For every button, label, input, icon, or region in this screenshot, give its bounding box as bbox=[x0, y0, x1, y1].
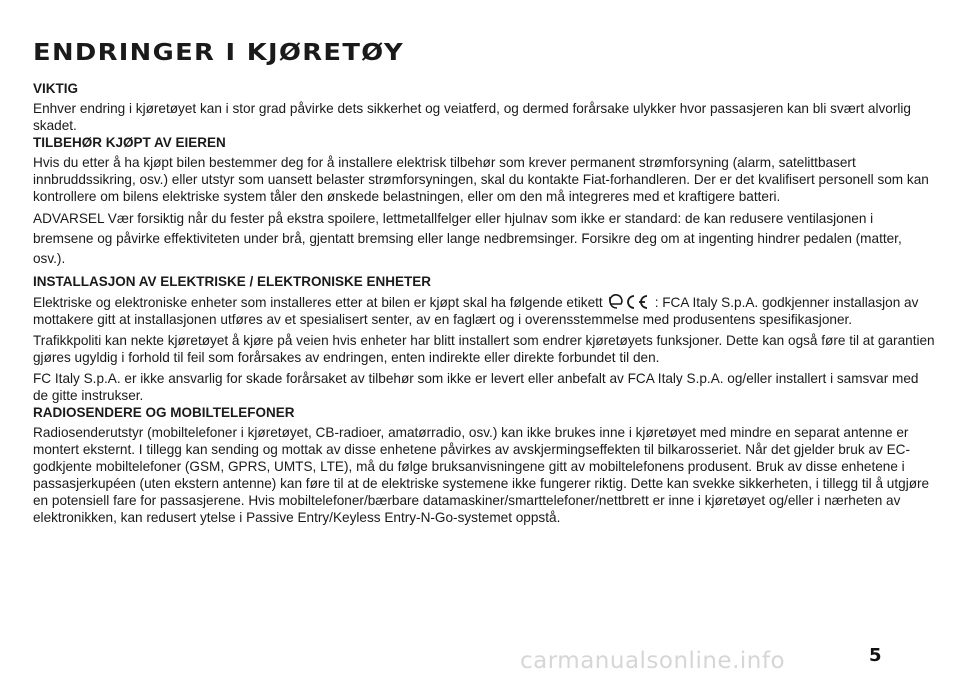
paragraph-tilbehor-1: Hvis du etter å ha kjøpt bilen bestemmer deg for å installere elektrisk tilbehør som krever permanent strømforsyning (alarm, satelittbasert innbruddssikring, osv.) eller utstyr som uansett belaster strømforsyningen, skal du kontakte Fiat-forhandleren. Der er det kvalifisert personell som kan kontrollere om bilens elektriske system tåler den ønskede belastningen, eller om den må integreres med et kraftigere batteri. bbox=[33, 155, 929, 204]
heading-installasjon: INSTALLASJON AV ELEKTRISKE / ELEKTRONISKE ENHETER bbox=[33, 274, 432, 289]
heading-viktig: VIKTIG bbox=[33, 81, 79, 96]
watermark: carmanualsonline.info bbox=[520, 648, 786, 674]
paragraph-installasjon-1-after: : FCA Italy S.p.A. godkjenner installasjon av mottakere gitt at installasjonen utføres av et spesialisert senter, av en faglært og i overensstemmelse med produsentens spesifikasjoner. bbox=[33, 295, 919, 327]
page-title: ENDRINGER I KJØRETØY bbox=[33, 40, 405, 66]
paragraph-installasjon-2: Trafikkpoliti kan nekte kjøretøyet å kjøre på veien hvis enheter har blitt installert som endrer kjøretøyets funksjoner. Dette kan også føre til at garantien gjøres ugyldig i forhold til feil som forårsakes av endringen, enten indirekte eller direkte forbundet til den. bbox=[33, 333, 935, 365]
paragraph-tilbehor-advarsel: ADVARSEL Vær forsiktig når du fester på ekstra spoilere, lettmetallfelger eller hjulnav som ikke er standard: de kan redusere ventilasjonen i bremsene og påvirke effektiviteten under brå, gjentatt bremsing eller lange nedbremsinger. Forsikre deg om at ingenting hindrer pedalen (matter, osv.). bbox=[33, 211, 902, 266]
paragraph-installasjon-1-before: Elektriske og elektroniske enheter som installeres etter at bilen er kjøpt skal ha følgende etikett bbox=[33, 295, 603, 310]
paragraph-installasjon-1 bbox=[33, 293, 935, 328]
paragraph-radio: Radiosenderutstyr (mobiltelefoner i kjøretøyet, CB-radioer, amatørradio, osv.) kan ikke brukes inne i kjøretøyet med mindre en separat antenne er montert eksternt. I tillegg kan sending og mottak av disse enhetene påvirkes av avskjermingseffekten til bilkarosseriet. Når det gjelder bruk av EC-godkjente mobiltelefoner (GSM, GPRS, UMTS, LTE), må du følge bruksanvisningene gitt av mobiltelefonens produsent. Bruk av disse enhetene i passasjerkupéen (uten ekstern antenne) kan føre til at de elektriske systemene ikke fungerer riktig. Dette kan svekke sikkerheten, i tillegg til å utgjøre en potensiell fare for passasjerene. Hvis mobiltelefoner/bærbare datamaskiner/smarttelefoner/nettbrett er inne i kjøretøyet og/eller i nærheten av elektronikken, kan redusert ytelse i Passive Entry/Keyless Entry-N-Go-systemet oppstå. bbox=[33, 425, 930, 525]
heading-radio: RADIOSENDERE OG MOBILTELEFONER bbox=[33, 405, 295, 420]
heading-tilbehor: TILBEHØR KJØPT AV EIEREN bbox=[33, 135, 226, 150]
manual-page bbox=[33, 38, 935, 530]
paragraph-installasjon-3: FC Italy S.p.A. er ikke ansvarlig for skade forårsaket av tilbehør som ikke er levert eller anbefalt av FCA Italy S.p.A. og/eller installert i samsvar med de gitte instrukser. bbox=[33, 371, 919, 403]
paragraph-viktig: Enhver endring i kjøretøyet kan i stor grad påvirke dets sikkerhet og veiatferd, og dermed forårsake ulykker hvor passasjeren kan bli svært alvorlig skadet. bbox=[33, 101, 911, 133]
e-mark-ce-icon bbox=[607, 293, 653, 311]
page-number: 5 bbox=[869, 645, 882, 666]
